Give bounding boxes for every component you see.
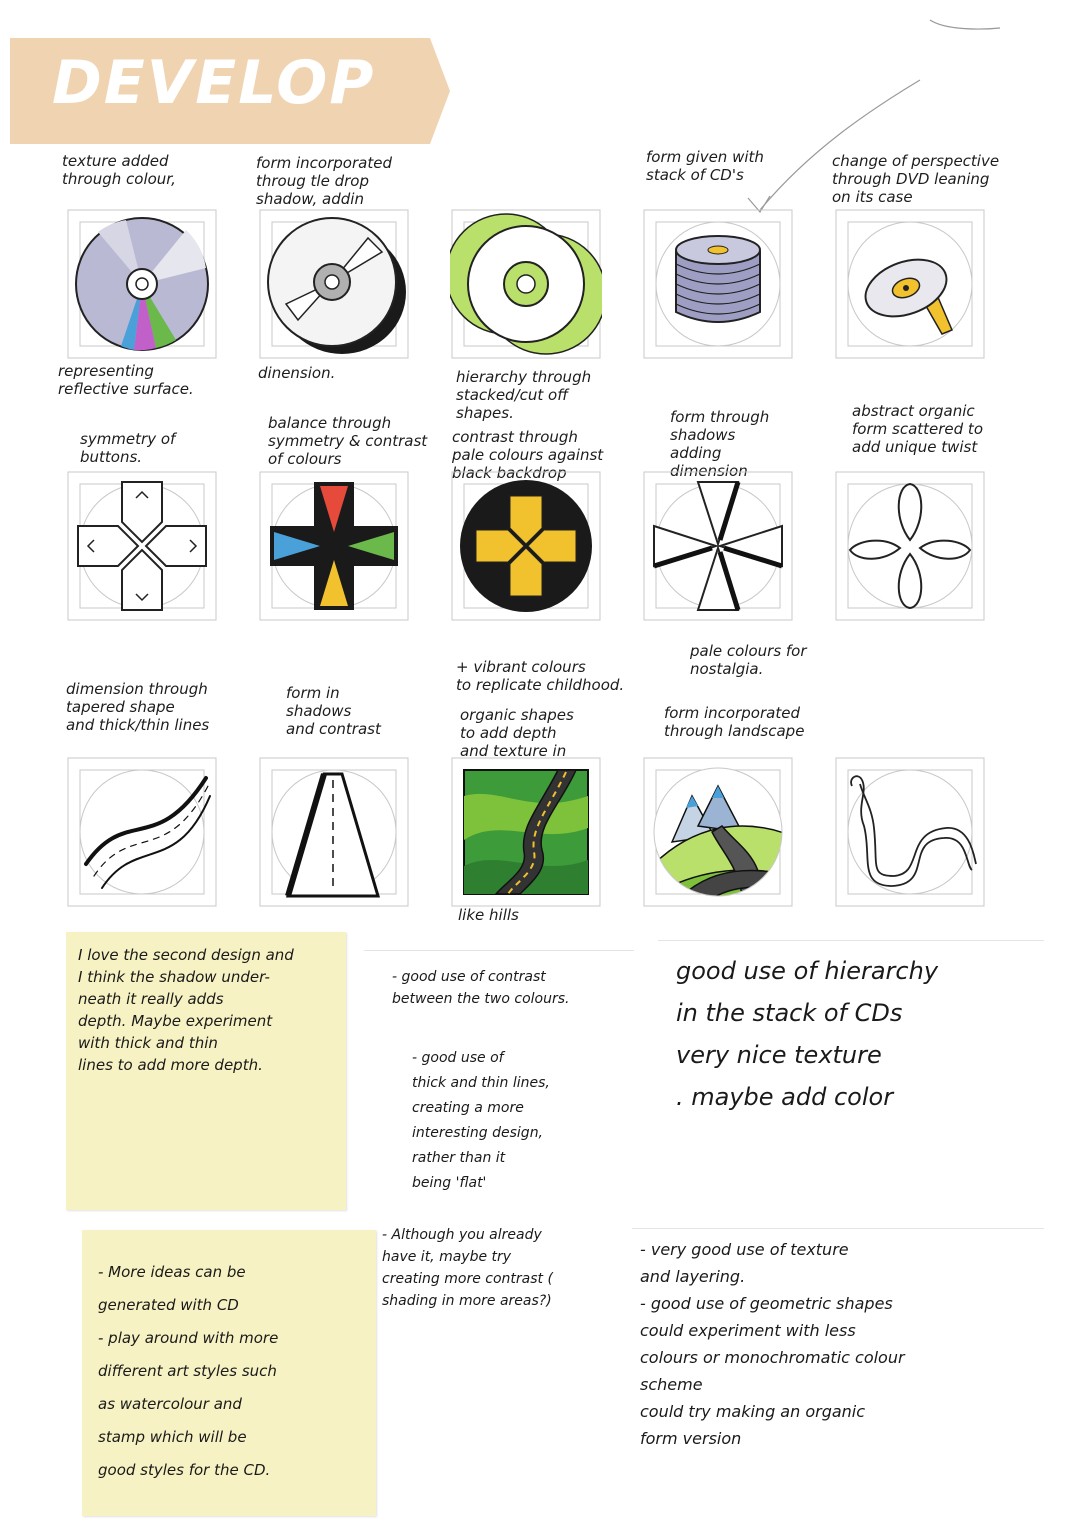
feedback-note-6-text: - very good use of texture and layering. - good use of geometric shapes could experiment with less colours or monochromatic colour scheme could try making an organic form version: [640, 1240, 905, 1448]
annotation-road-green: + vibrant colours to replicate childhood.: [456, 658, 625, 694]
feedback-note-3-text: good use of hierarchy in the stack of CDs very nice texture . maybe add color: [676, 957, 939, 1111]
label-cd-shadow-top: form incorporated throug tle drop shadow, addin: [256, 154, 392, 208]
feedback-note-5-text: - Although you already have it, maybe try creating more contrast ( shading in more areas?): [382, 1227, 553, 1309]
label-cd-color-bottom: representing reflective surface.: [58, 362, 194, 398]
sticky-note-1-text: I love the second design and I think the shadow under- neath it really adds depth. Maybe experiment with thick and thin lines to add more depth.: [78, 946, 294, 1074]
label-cd-stack-top: form given with stack of CD's: [646, 148, 764, 184]
label-cd-color-top: texture added through colour,: [62, 152, 176, 188]
tile-cd-stack: [642, 208, 794, 360]
sticky-note-2-text: - More ideas can be generated with CD - play around with more different art styles such as watercolour and stamp which will be good styles for the CD.: [98, 1263, 279, 1479]
tile-buttons-shadow: [642, 470, 794, 622]
tile-buttons-organic: [834, 470, 986, 622]
tile-dvd-case: [834, 208, 986, 360]
tile-cd-stacked: [450, 208, 602, 360]
tile-road-green: [450, 756, 602, 908]
label-road-green-bottom: like hills: [458, 906, 519, 924]
label-dvd-case-top: change of perspective through DVD leaning on its case: [832, 152, 1000, 206]
tile-road-hills: [642, 756, 794, 908]
tile-buttons-black: [450, 470, 602, 622]
label-road-curve-top: dimension through tapered shape and thick/thin lines: [66, 680, 210, 734]
label-buttons-shadow-top: form through shadows adding dimension: [670, 408, 770, 480]
label-road-perspective-top: form in shadows and contrast: [286, 684, 381, 738]
tile-road-curve: [66, 756, 218, 908]
label-buttons-organic-top: abstract organic form scattered to add unique twist: [852, 402, 983, 456]
label-buttons-colour-top: balance through symmetry & contrast of colours: [268, 414, 428, 468]
label-road-green-top: organic shapes to add depth and texture in: [460, 706, 574, 760]
feedback-note-2a-text: - good use of contrast between the two colours.: [392, 969, 570, 1007]
label-cd-shadow-bottom: dinension.: [258, 364, 336, 382]
tile-road-organic: [834, 756, 986, 908]
page-title: DEVELOP: [52, 48, 376, 118]
tile-cd-shadow: [258, 208, 410, 360]
tile-road-perspective: [258, 756, 410, 908]
tile-buttons-outline: [66, 470, 218, 622]
label-buttons-black-top: contrast through pale colours against black backdrop: [452, 428, 604, 482]
annotation-road-hills: pale colours for nostalgia.: [690, 642, 807, 678]
label-cd-stacked-bottom: hierarchy through stacked/cut off shapes.: [456, 368, 592, 422]
tile-cd-color: [66, 208, 218, 360]
label-road-hills-top: form incorporated through landscape: [664, 704, 805, 740]
label-buttons-outline-top: symmetry of buttons.: [80, 430, 176, 466]
tile-buttons-colour: [258, 470, 410, 622]
feedback-note-2b-text: - good use of thick and thin lines, creating a more interesting design, rather than it being 'flat': [412, 1050, 550, 1191]
